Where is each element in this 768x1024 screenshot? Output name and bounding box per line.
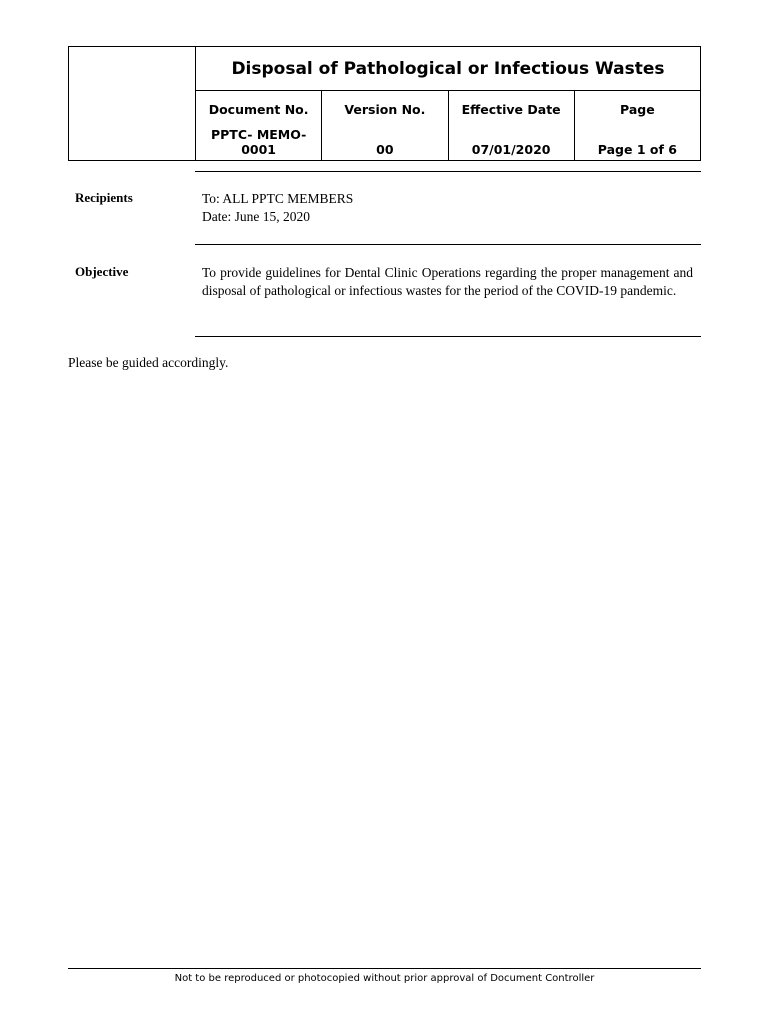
header-page: Page	[574, 91, 700, 128]
recipients-date: Date: June 15, 2020	[202, 209, 310, 224]
value-page: Page 1 of 6	[574, 127, 700, 161]
footer-note: Not to be reproduced or photocopied without prior approval of Document Controller	[174, 973, 595, 984]
objective-text: To provide guidelines for Dental Clinic Operations regarding the proper management and disposal of pathological or infectious wastes for the period of the COVID-19 pandemic.	[202, 265, 693, 298]
section-divider	[195, 336, 701, 337]
recipients-to: To: ALL PPTC MEMBERS	[202, 191, 354, 206]
value-version-no: 00	[322, 127, 448, 161]
header-effective-date: Effective Date	[448, 91, 574, 128]
objective-label: Objective	[75, 264, 129, 279]
value-document-no: PPTC- MEMO-0001	[196, 127, 322, 161]
logo-cell	[69, 47, 196, 161]
recipients-label: Recipients	[75, 190, 133, 205]
document-header-table	[68, 46, 701, 161]
closing-remark: Please be guided accordingly.	[68, 355, 229, 370]
header-version-no: Version No.	[322, 91, 448, 128]
recipients-block	[202, 190, 693, 226]
footer-divider	[68, 968, 701, 969]
value-effective-date: 07/01/2020	[448, 127, 574, 161]
document-title: Disposal of Pathological or Infectious Wastes	[196, 47, 701, 91]
section-divider	[195, 244, 701, 245]
header-document-no: Document No.	[196, 91, 322, 128]
section-divider	[195, 171, 701, 172]
